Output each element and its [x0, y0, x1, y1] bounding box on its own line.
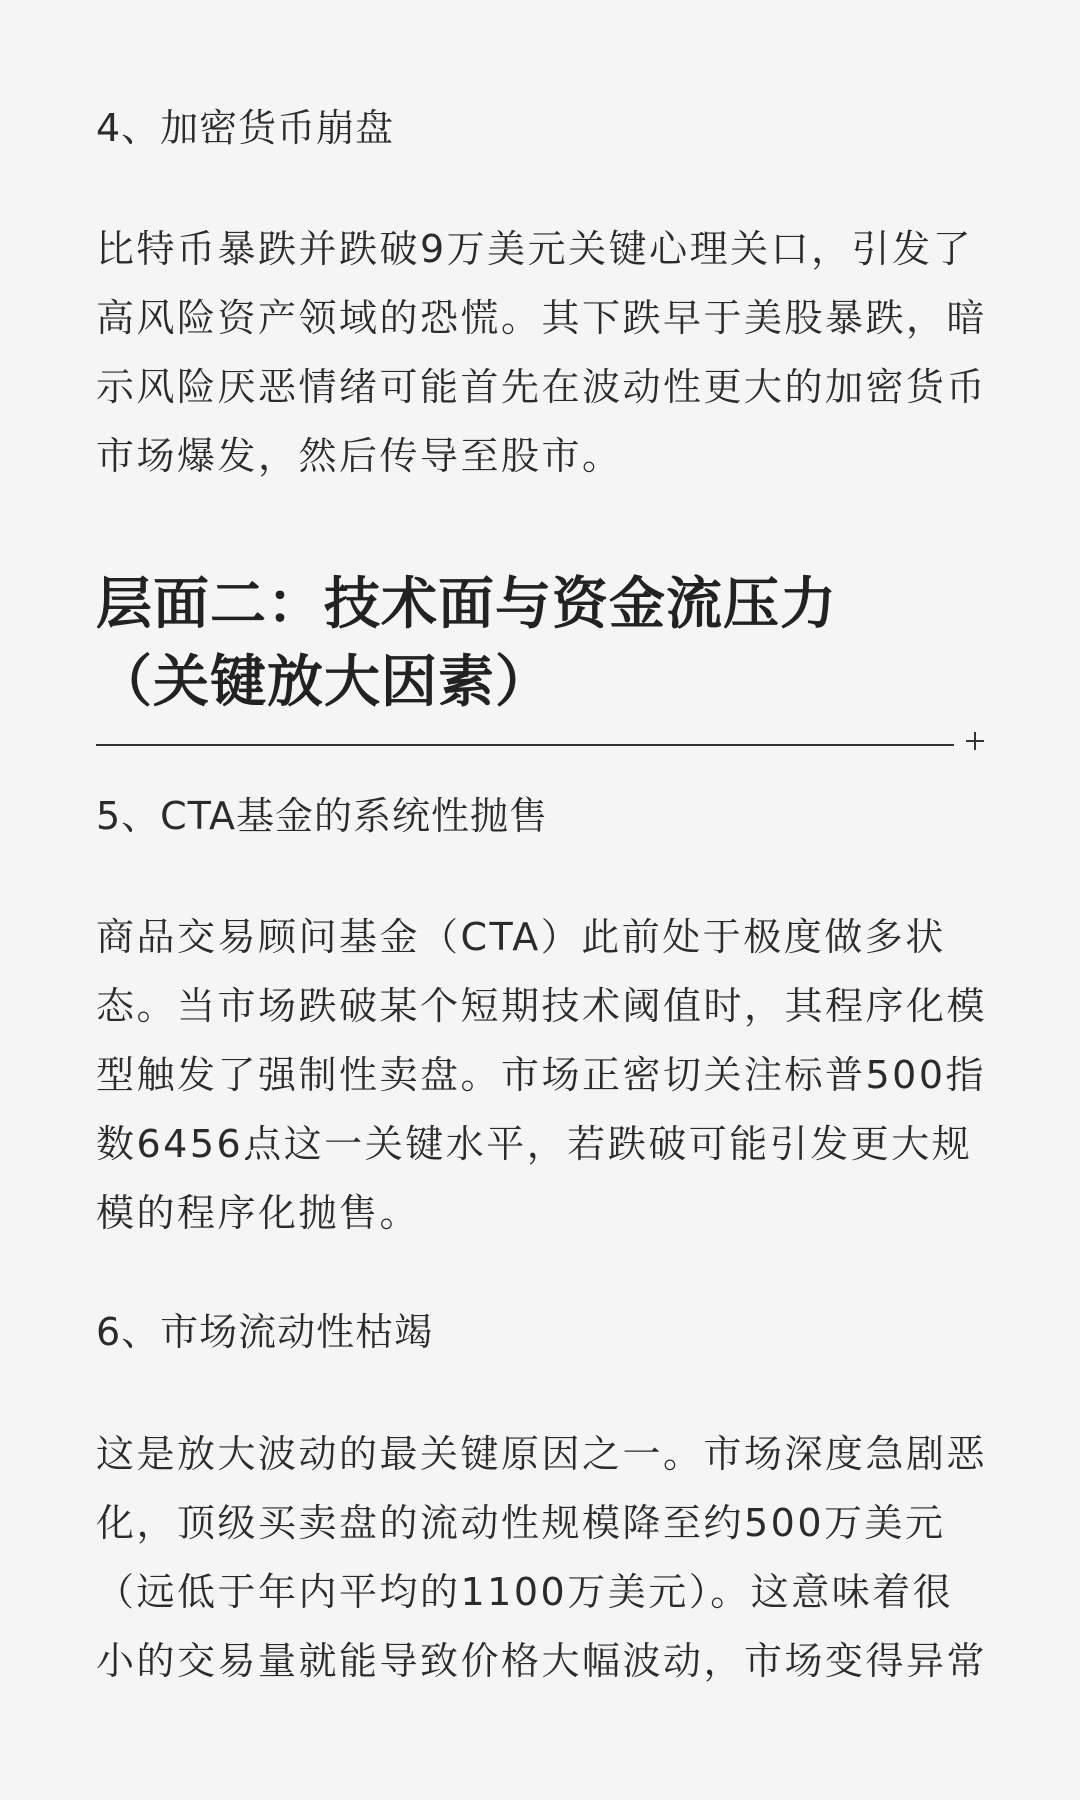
paragraph-line: 数6456点这一关键水平，若跌破可能引发更大规 — [96, 1122, 973, 1166]
paragraph-line: 比特币暴跌并跌破9万美元关键心理关口，引发了 — [96, 227, 974, 271]
item-6-paragraph — [96, 1420, 986, 1696]
paragraph-line: 模的程序化抛售。 — [96, 1191, 421, 1235]
paragraph-line: 化，顶级买卖盘的流动性规模降至约500万美元 — [96, 1501, 946, 1545]
item-5-paragraph — [96, 903, 986, 1248]
paragraph-line: 示风险厌恶情绪可能首先在波动性更大的加密货币 — [96, 365, 988, 409]
paragraph-line: 高风险资产领域的恐慌。其下跌早于美股暴跌，暗 — [96, 296, 988, 340]
paragraph-line: 市场爆发，然后传导至股市。 — [96, 434, 623, 478]
item-4-heading: 4、加密货币崩盘 — [96, 106, 395, 150]
item-4-paragraph — [96, 215, 986, 491]
section-title-line: （关键放大因素） — [96, 650, 552, 715]
paragraph-line: 小的交易量就能导致价格大幅波动，市场变得异常 — [96, 1639, 988, 1683]
plus-icon — [964, 730, 986, 752]
paragraph-line: 态。当市场跌破某个短期技术阈值时，其程序化模 — [96, 984, 988, 1028]
paragraph-line: 商品交易顾问基金（CTA）此前处于极度做多状 — [96, 915, 946, 959]
item-6-heading: 6、市场流动性枯竭 — [96, 1310, 434, 1354]
section-2-title — [96, 566, 986, 722]
paragraph-line: 这是放大波动的最关键原因之一。市场深度急剧恶 — [96, 1432, 988, 1476]
section-divider — [96, 744, 954, 746]
section-title-line: 层面二：技术面与资金流压力 — [96, 572, 837, 637]
paragraph-line: （远低于年内平均的1100万美元）。这意味着很 — [96, 1570, 954, 1614]
item-5-heading: 5、CTA基金的系统性抛售 — [96, 794, 548, 838]
paragraph-line: 型触发了强制性卖盘。市场正密切关注标普500指 — [96, 1053, 987, 1097]
